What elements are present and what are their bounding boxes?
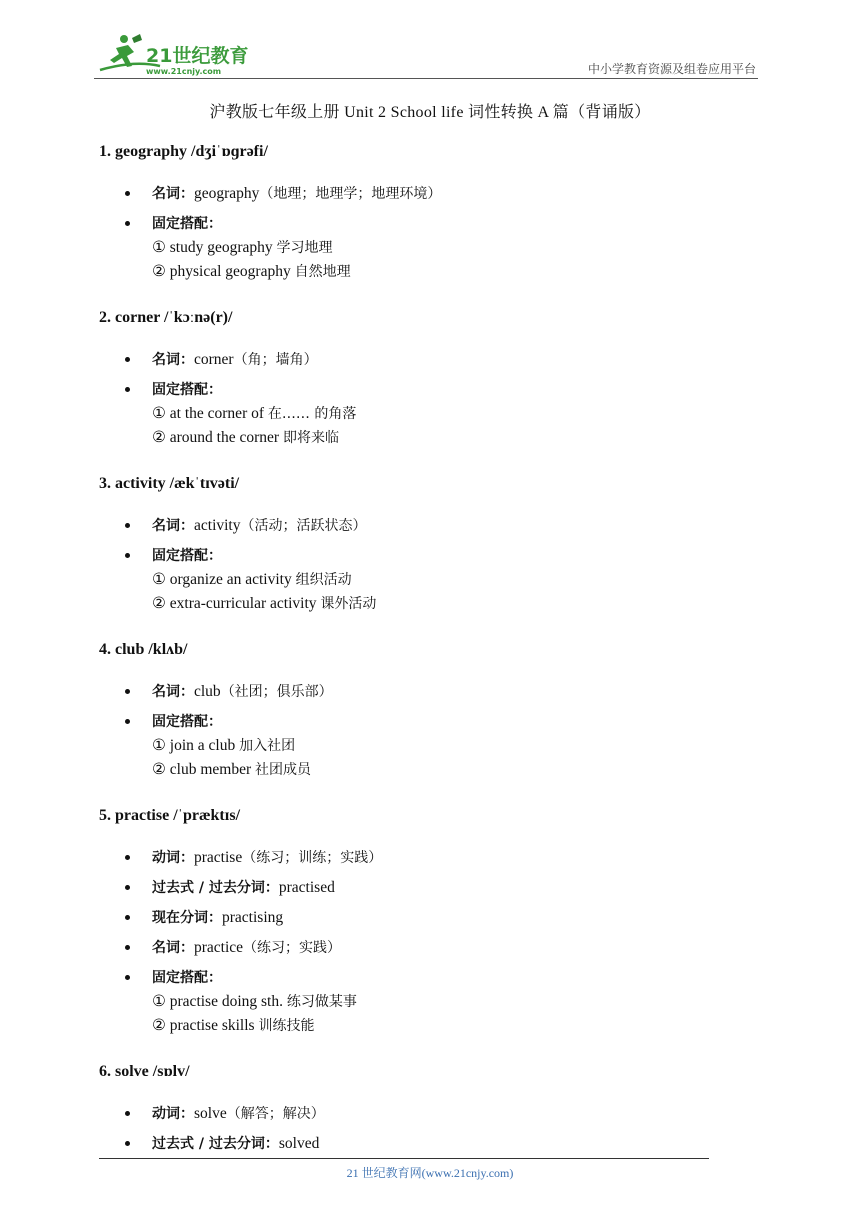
form-english: practised <box>278 879 335 896</box>
word-form-item <box>99 710 739 782</box>
word-entry <box>99 306 739 450</box>
collocation <box>152 758 739 782</box>
site-logo[interactable] <box>94 30 264 80</box>
collocation <box>152 592 739 616</box>
collocation-chinese: 加入社团 <box>239 738 296 754</box>
form-chinese: （社团；俱乐部） <box>220 684 333 700</box>
logo-url: www.21cnjy.com <box>146 67 222 76</box>
form-label: 现在分词： <box>152 910 222 926</box>
form-chinese: （地理；地理学；地理环境） <box>259 186 442 202</box>
collocation <box>152 236 739 260</box>
form-label: 固定搭配： <box>152 382 222 398</box>
collocation-english: ① study geography <box>152 239 277 256</box>
word-form-item <box>99 680 739 704</box>
form-label: 名词： <box>152 940 194 956</box>
logo-graphic <box>94 30 264 80</box>
form-label: 固定搭配： <box>152 216 222 232</box>
collocation-english: ② club member <box>152 761 255 778</box>
footer-link[interactable]: 21 世纪教育网(www.21cnjy.com) <box>346 1166 514 1180</box>
form-chinese: （活动；活跃状态） <box>240 518 367 534</box>
logo-text: 21世纪教育 <box>146 45 249 67</box>
word-form-item <box>99 1132 739 1156</box>
collocation <box>152 426 739 450</box>
form-label: 固定搭配： <box>152 714 222 730</box>
form-label: 名词： <box>152 684 194 700</box>
form-english: club <box>194 683 221 700</box>
form-english: geography <box>194 185 260 202</box>
collocation <box>152 260 739 284</box>
collocation-chinese: 课外活动 <box>320 596 377 612</box>
word-forms-list <box>99 680 739 782</box>
form-english: corner <box>194 351 234 368</box>
word-form-item <box>99 514 739 538</box>
page-header <box>94 30 758 80</box>
form-english: practising <box>222 909 284 926</box>
word-heading: 3. activity /ækˈtɪvəti/ <box>99 475 240 492</box>
collocation-english: ① organize an activity <box>152 571 296 588</box>
collocation <box>152 734 739 758</box>
collocation-english: ② physical geography <box>152 263 295 280</box>
form-english: solved <box>278 1135 320 1152</box>
collocation <box>152 568 739 592</box>
form-label: 名词： <box>152 518 194 534</box>
word-form-item <box>99 348 739 372</box>
collocation <box>152 402 739 426</box>
word-entry <box>99 638 739 782</box>
collocation-english: ① practise doing sth. <box>152 993 287 1010</box>
word-entry <box>99 472 739 616</box>
word-form-item <box>99 378 739 450</box>
collocation-english: ② practise skills <box>152 1017 259 1034</box>
word-form-item <box>99 182 739 206</box>
word-heading: 5. practise /ˈpræktɪs/ <box>99 807 241 824</box>
form-english: practise <box>194 849 243 866</box>
collocation-chinese: 社团成员 <box>255 762 311 778</box>
word-entry <box>99 804 739 1038</box>
word-form-item <box>99 846 739 870</box>
collocation-chinese: 自然地理 <box>294 264 351 280</box>
collocation-chinese: 组织活动 <box>295 572 352 588</box>
word-entry <box>99 1060 739 1156</box>
word-heading: 4. club /klʌb/ <box>99 641 188 658</box>
form-label: 动词： <box>152 1106 194 1122</box>
collocation <box>152 990 739 1014</box>
word-form-item <box>99 906 739 930</box>
word-entry <box>99 140 739 284</box>
word-form-item <box>99 544 739 616</box>
form-english: practice <box>194 939 244 956</box>
word-heading: 6. solve /sɒlv/ <box>99 1063 190 1080</box>
word-form-item <box>99 966 739 1038</box>
form-label: 过去式 / 过去分词： <box>152 1136 279 1152</box>
header-divider <box>94 78 758 79</box>
collocation-english: ② around the corner <box>152 429 283 446</box>
form-label: 名词： <box>152 186 194 202</box>
form-chinese: （解答；解决） <box>226 1106 325 1122</box>
form-label: 名词： <box>152 352 194 368</box>
collocation-english: ① join a club <box>152 737 240 754</box>
word-form-item <box>99 1102 739 1126</box>
word-heading: 1. geography /dʒiˈɒɡrəfi/ <box>99 143 268 160</box>
form-chinese: （角；墙角） <box>233 352 318 368</box>
footer-divider <box>99 1158 709 1159</box>
word-heading: 2. corner /ˈkɔːnə(r)/ <box>99 309 233 326</box>
word-form-item <box>99 876 739 900</box>
form-chinese: （练习；实践） <box>243 940 342 956</box>
word-forms-list <box>99 348 739 450</box>
document-title: 沪教版七年级上册 Unit 2 School life 词性转换 A 篇（背诵版） <box>209 104 651 121</box>
platform-name: 中小学教育资源及组卷应用平台 <box>587 62 756 76</box>
form-label: 过去式 / 过去分词： <box>152 880 279 896</box>
word-forms-list <box>99 514 739 616</box>
word-forms-list <box>99 1102 739 1156</box>
collocation-english: ② extra-curricular activity <box>152 595 321 612</box>
collocation-english: ① at the corner of <box>152 405 268 422</box>
collocation-chinese: 练习做某事 <box>286 994 357 1010</box>
form-label: 固定搭配： <box>152 548 222 564</box>
form-english: activity <box>194 517 241 534</box>
word-form-item <box>99 936 739 960</box>
word-form-item <box>99 212 739 284</box>
word-list <box>99 140 739 1178</box>
form-chinese: （练习；训练；实践） <box>242 850 383 866</box>
word-forms-list <box>99 182 739 284</box>
form-label: 动词： <box>152 850 194 866</box>
collocation-chinese: 训练技能 <box>258 1018 315 1034</box>
collocation-chinese: 在…… 的角落 <box>267 406 357 422</box>
form-label: 固定搭配： <box>152 970 222 986</box>
word-forms-list <box>99 846 739 1038</box>
form-english: solve <box>194 1105 227 1122</box>
collocation-chinese: 即将来临 <box>282 430 339 446</box>
collocation-chinese: 学习地理 <box>276 240 333 256</box>
collocation <box>152 1014 739 1038</box>
